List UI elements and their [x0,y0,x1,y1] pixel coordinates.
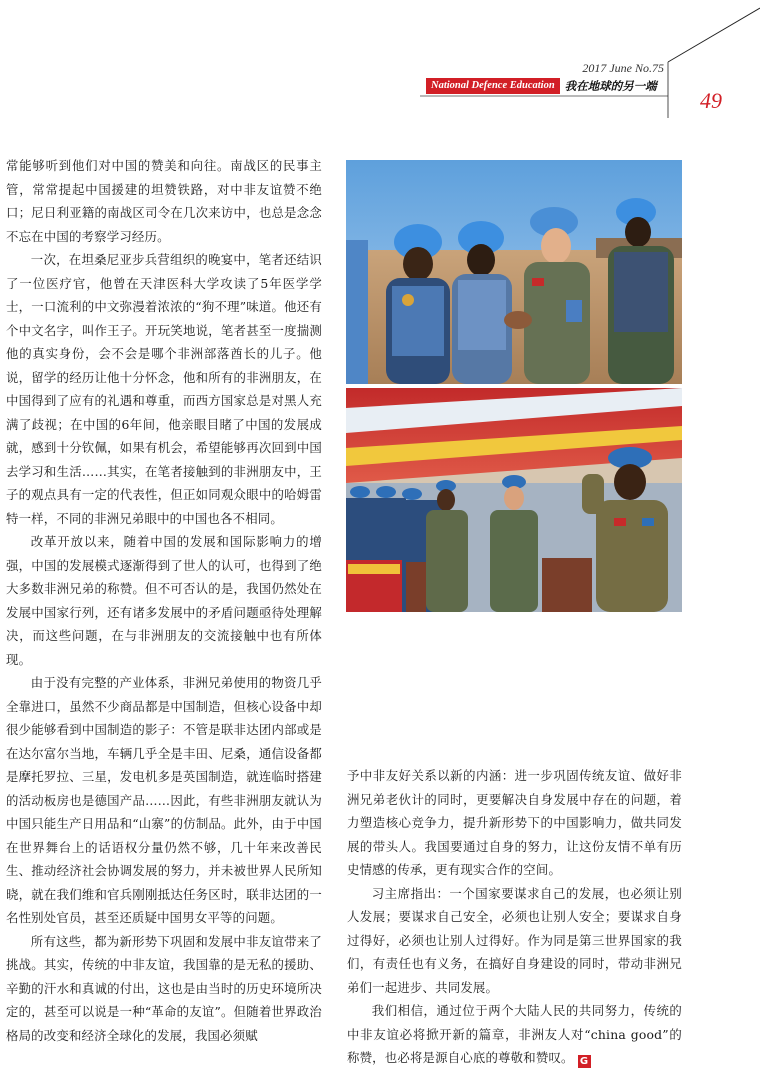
photo-handshake [346,160,682,384]
paragraph: 一次，在坦桑尼亚步兵营组织的晚宴中，笔者还结识了一位医疗官，他曾在天津医科大学攻读了5年医学学士，一口流利的中文弥漫着浓浓的“狗不理”味道。他还有个中文名字，叫作王子。开玩笑地说，笔者甚至一度揣测他的真实身份，会不会是哪个非洲部落酋长的儿子。他说，留学的经历让他十分怀念，他和所有的非洲朋友，在中国得到了应有的礼遇和尊重，而西方国家总是对黑人充满了歧视；在中国的6年间，他亲眼目睹了中国的发展成就，感到十分钦佩，如果有机会，希望能够再次回到中国去学习和生活……其实，在笔者接触到的非洲朋友中，王子的观点具有一定的代表性，但正如同观众眼中的哈姆雷特一样，不同的非洲兄弟眼中的中国也各不相同。 [6,252,322,526]
article-right-column [347,764,682,1070]
article-left-column [6,154,322,1047]
paragraph: 所有这些，都为新形势下巩固和发展中非友谊带来了挑战。其实，传统的中非友谊，我国靠的是无私的援助、辛勤的汗水和真诚的付出，这也是由当时的历史环境所决定的，甚至可以说是一种“革命的友谊”。但随着世界政治格局的改变和经济全球化的发展，我国必须赋 [6,933,322,1043]
column-title: 我在地球的另一端 [564,79,657,93]
paragraph: 由于没有完整的产业体系，非洲兄弟使用的物资几乎全靠进口，虽然不少商品都是中国制造，但核心设备中却很少能够看到中国制造的影子：不管是联非达团内部或是在达尔富尔当地，车辆几乎全是丰田、尼桑，通信设备都是摩托罗拉、三星，发电机多是英国制造，就连临时搭建的活动板房也是德国产品……因此，有些非洲朋友就认为中国只能生产日用品和“山寨”的仿制品。此外，由于中国在世界舞台上的话语权分量仍然不够，几十年来改善民生、推动经济社会协调发展的努力，并未被世界人民所知晓，就在我们维和官兵刚刚抵达任务区时，联非达团的一名性别处官员，甚至还质疑中国男女平等的问题。 [6,675,322,925]
paragraph-final [347,999,682,1070]
paragraph: 习主席指出：一个国家要谋求自己的发展，也必须让别人发展；要谋求自己安全，必须也让别人安全；要谋求自身过得好，必须也让别人过得好。作为同是第三世界国家的我们，有责任也有义务，在搞好自身建设的同时，带动非洲兄弟们一起进步、共同发展。 [347,885,682,995]
paragraph: 常能够听到他们对中国的赞美和向往。南战区的民事主管，常常提起中国援建的坦赞铁路，对中非友谊赞不绝口；尼日利亚籍的南战区司令在几次来访中，也总是念念不忘在中国的考察学习经历。 [6,158,322,244]
magazine-brand: National Defence Education [426,78,560,94]
photo-handshake-image [346,160,682,384]
running-header [426,78,657,94]
issue-info: 2017 June No.75 [582,61,664,75]
paragraph-text: 我们相信，通过位于两个大陆人民的共同努力，传统的中非友谊必将掀开新的篇章，非洲友人对“china good”的称赞，也必将是源自心底的尊敬和赞叹。 [347,1003,682,1065]
paragraph: 改革开放以来，随着中国的发展和国际影响力的增强，中国的发展模式逐渐得到了世人的认可，也得到了绝大多数非洲兄弟的称赞。但不可否认的是，我国仍然处在发展中国家行列，还有诸多发展中的矛盾问题亟待处理解决，而这些问题，在与非洲朋友的交流接触中也有所体现。 [6,534,322,667]
photo-salute-image [346,388,682,612]
end-of-article-mark: G [578,1055,591,1068]
page-number: 49 [700,88,722,113]
paragraph: 予中非友好关系以新的内涵：进一步巩固传统友谊、做好非洲兄弟老伙计的同时，更要解决自身发展中存在的问题，着力塑造核心竞争力，提升新形势下的中国影响力，做共同发展的带头人。我国要通过自身的努力，让这份友情不单有历史情感的传承，更有现实合作的空间。 [347,768,682,877]
photo-salute [346,388,682,612]
